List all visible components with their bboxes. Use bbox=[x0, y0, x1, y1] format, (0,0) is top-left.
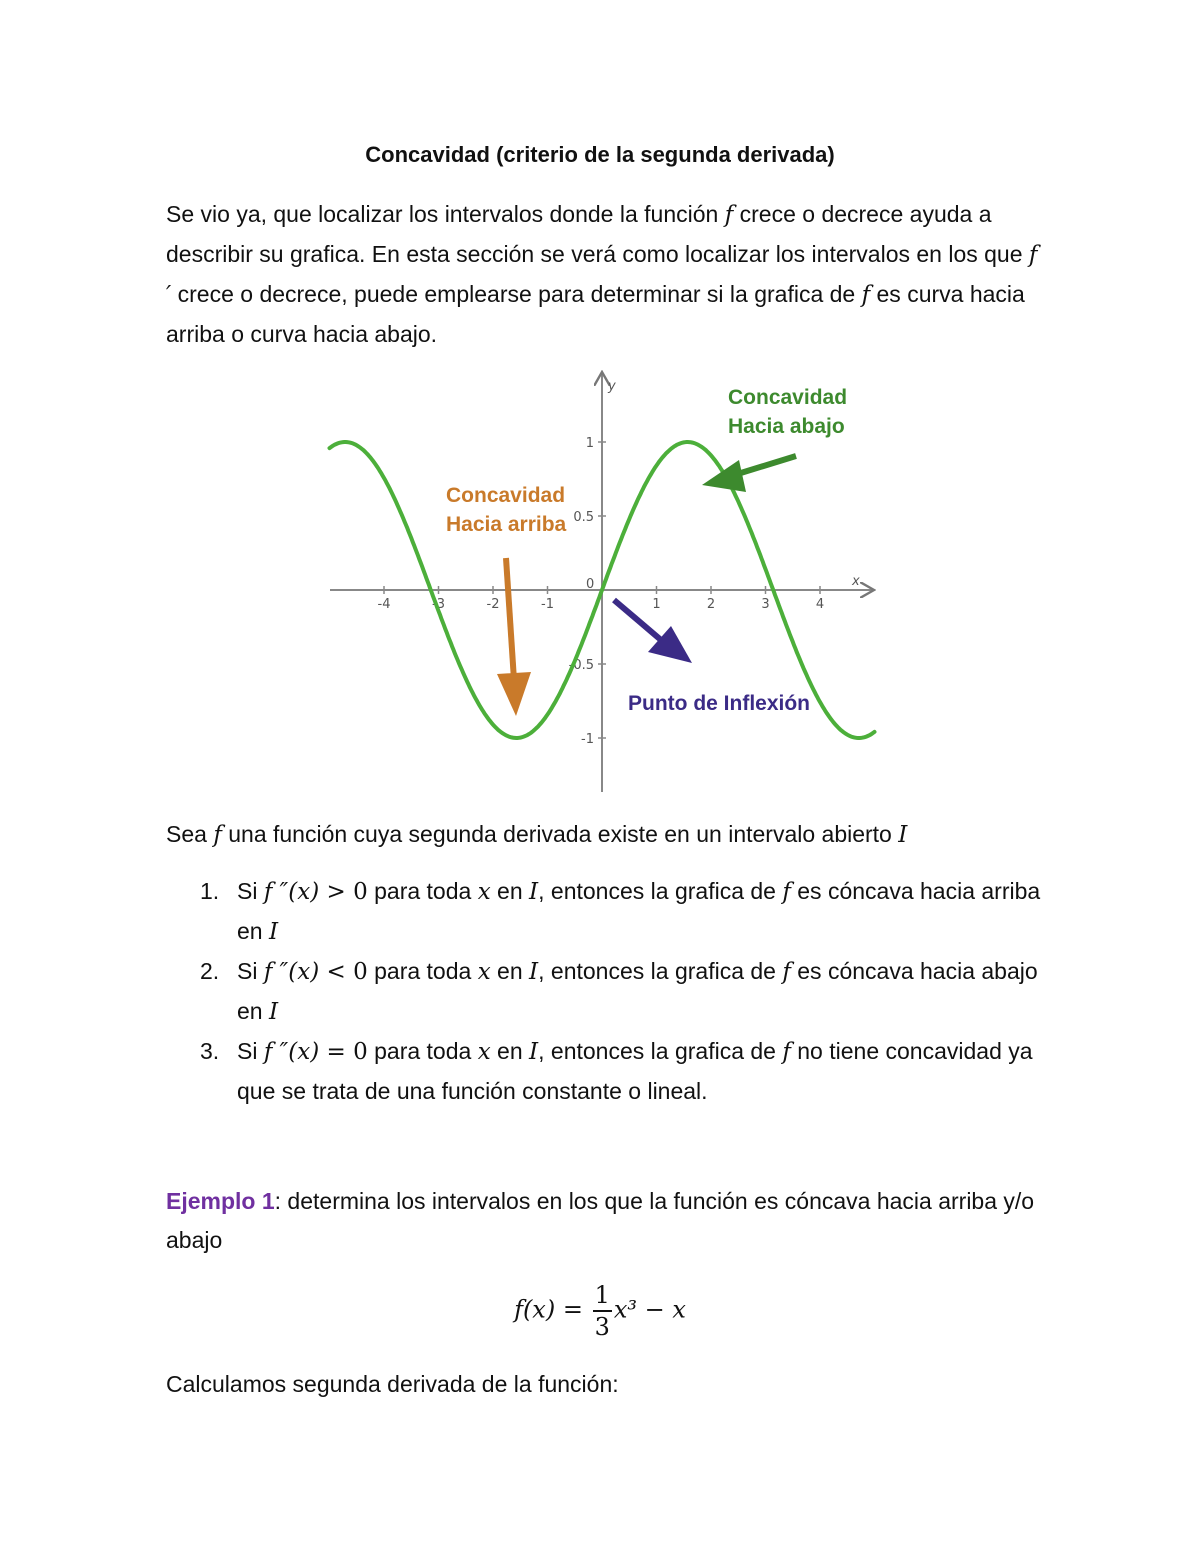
math-second-derivative: f ″(x) bbox=[263, 959, 320, 985]
x-tick-label: 1 bbox=[652, 597, 661, 612]
math-f: f bbox=[724, 202, 734, 228]
function-formula bbox=[0, 1280, 1200, 1342]
x-tick-label: -2 bbox=[486, 597, 500, 612]
criteria-text: en bbox=[490, 958, 530, 984]
formula-lhs: f(x) = bbox=[514, 1295, 591, 1324]
page-title: Concavidad (criterio de la segunda derivada) bbox=[365, 142, 835, 167]
criteria-text: , entonces la grafica de bbox=[538, 958, 783, 984]
math-interval-I: I bbox=[268, 999, 279, 1025]
arrow-concave-up bbox=[497, 558, 531, 716]
criteria-text: para toda bbox=[367, 958, 478, 984]
criteria-text: , entonces la grafica de bbox=[538, 878, 783, 904]
intro-text-3: crece o decrece, puede emplearse para determinar si la grafica de bbox=[171, 281, 862, 307]
criteria-text: no tiene concavidad ya que se trata de una función constante o lineal. bbox=[237, 1038, 1033, 1104]
math-x: x bbox=[477, 879, 491, 905]
label-concave-up-1: Concavidad bbox=[446, 484, 566, 507]
math-x: x bbox=[477, 1039, 491, 1065]
criteria-list bbox=[166, 872, 1046, 1111]
math-f: f bbox=[782, 1039, 791, 1065]
y-tick-label: 1 bbox=[585, 436, 594, 451]
example-label: Ejemplo 1 bbox=[166, 1188, 275, 1214]
list-number: 2. bbox=[200, 958, 220, 984]
x-axis-label: x bbox=[852, 574, 860, 589]
x-tick-label: 3 bbox=[761, 597, 770, 612]
intro-text-2: crece o decrece ayuda a describir su grafica. En esta sección se verá como localizar los intervalos en los que bbox=[166, 201, 1029, 267]
formula-fraction bbox=[593, 1280, 612, 1342]
statement-paragraph bbox=[166, 815, 1046, 855]
example-text: : determina los intervalos en los que la función es cóncava hacia arriba y/o abajo bbox=[166, 1188, 1035, 1253]
criteria-text: es cóncava hacia arriba en bbox=[237, 878, 1041, 944]
concavity-figure bbox=[326, 368, 880, 794]
final-paragraph: Calculamos segunda derivada de la función: bbox=[166, 1371, 619, 1397]
statement-text-1: Sea bbox=[166, 821, 214, 847]
list-item bbox=[166, 952, 1046, 1032]
criteria-text: para toda bbox=[367, 878, 478, 904]
math-x: x bbox=[477, 959, 491, 985]
fraction-denominator: 3 bbox=[594, 1313, 610, 1341]
x-tick-label: -1 bbox=[541, 597, 554, 612]
label-concave-up-2: Hacia arriba bbox=[446, 513, 567, 536]
list-number: 1. bbox=[200, 878, 220, 904]
math-second-derivative: f ″(x) bbox=[263, 1039, 320, 1065]
list-item bbox=[166, 872, 1046, 952]
criteria-text: es cóncava hacia abajo en bbox=[237, 958, 1038, 1024]
math-interval-I: I bbox=[898, 822, 908, 848]
criteria-text: , entonces la grafica de bbox=[538, 1038, 783, 1064]
math-relation: = 0 bbox=[319, 1039, 368, 1065]
y-tick-label: 0.5 bbox=[573, 510, 594, 525]
label-inflection-point: Punto de Inflexión bbox=[628, 692, 810, 715]
formula-rest: x³ − x bbox=[613, 1295, 686, 1324]
math-interval-I: I bbox=[529, 1039, 539, 1065]
y-axis-label: y bbox=[608, 379, 616, 394]
math-relation: > 0 bbox=[319, 879, 368, 905]
criteria-text: Si bbox=[237, 878, 264, 904]
criteria-text: en bbox=[490, 1038, 530, 1064]
intro-text-1: Se vio ya, que localizar los intervalos donde la función bbox=[166, 201, 725, 227]
x-tick-label: 2 bbox=[706, 597, 716, 612]
math-interval-I: I bbox=[529, 879, 539, 905]
criteria-text: Si bbox=[237, 1038, 264, 1064]
y-tick-label: -1 bbox=[581, 732, 594, 747]
label-concave-down-1: Concavidad bbox=[728, 386, 848, 409]
x-tick-label: 4 bbox=[815, 597, 825, 612]
intro-paragraph bbox=[166, 195, 1046, 354]
x-tick-label: -3 bbox=[432, 597, 445, 612]
math-second-derivative: f ″(x) bbox=[263, 879, 320, 905]
sine-graph bbox=[326, 368, 880, 794]
math-f: f bbox=[861, 282, 871, 308]
fraction-numerator: 1 bbox=[593, 1280, 612, 1312]
math-interval-I: I bbox=[268, 919, 279, 945]
y-tick-label: -0.5 bbox=[568, 658, 594, 673]
criteria-text: para toda bbox=[367, 1038, 478, 1064]
math-f: f bbox=[213, 822, 222, 848]
math-relation: < 0 bbox=[319, 959, 368, 985]
math-interval-I: I bbox=[529, 959, 539, 985]
criteria-text: Si bbox=[237, 958, 264, 984]
math-f: f bbox=[782, 879, 791, 905]
statement-text-2: una función cuya segunda derivada existe en un intervalo abierto bbox=[221, 821, 899, 847]
math-f: f bbox=[782, 959, 791, 985]
list-number: 3. bbox=[200, 1038, 220, 1064]
list-item bbox=[166, 1032, 1046, 1111]
label-concave-down-2: Hacia abajo bbox=[728, 415, 845, 438]
intro-text-4: es curva hacia arriba o curva hacia abajo. bbox=[166, 281, 1025, 347]
x-tick-label: -4 bbox=[377, 597, 391, 612]
origin-label: 0 bbox=[586, 577, 595, 592]
math-f-prime: f ′ bbox=[166, 242, 1038, 308]
criteria-text: en bbox=[490, 878, 530, 904]
example-paragraph bbox=[166, 1182, 1046, 1260]
